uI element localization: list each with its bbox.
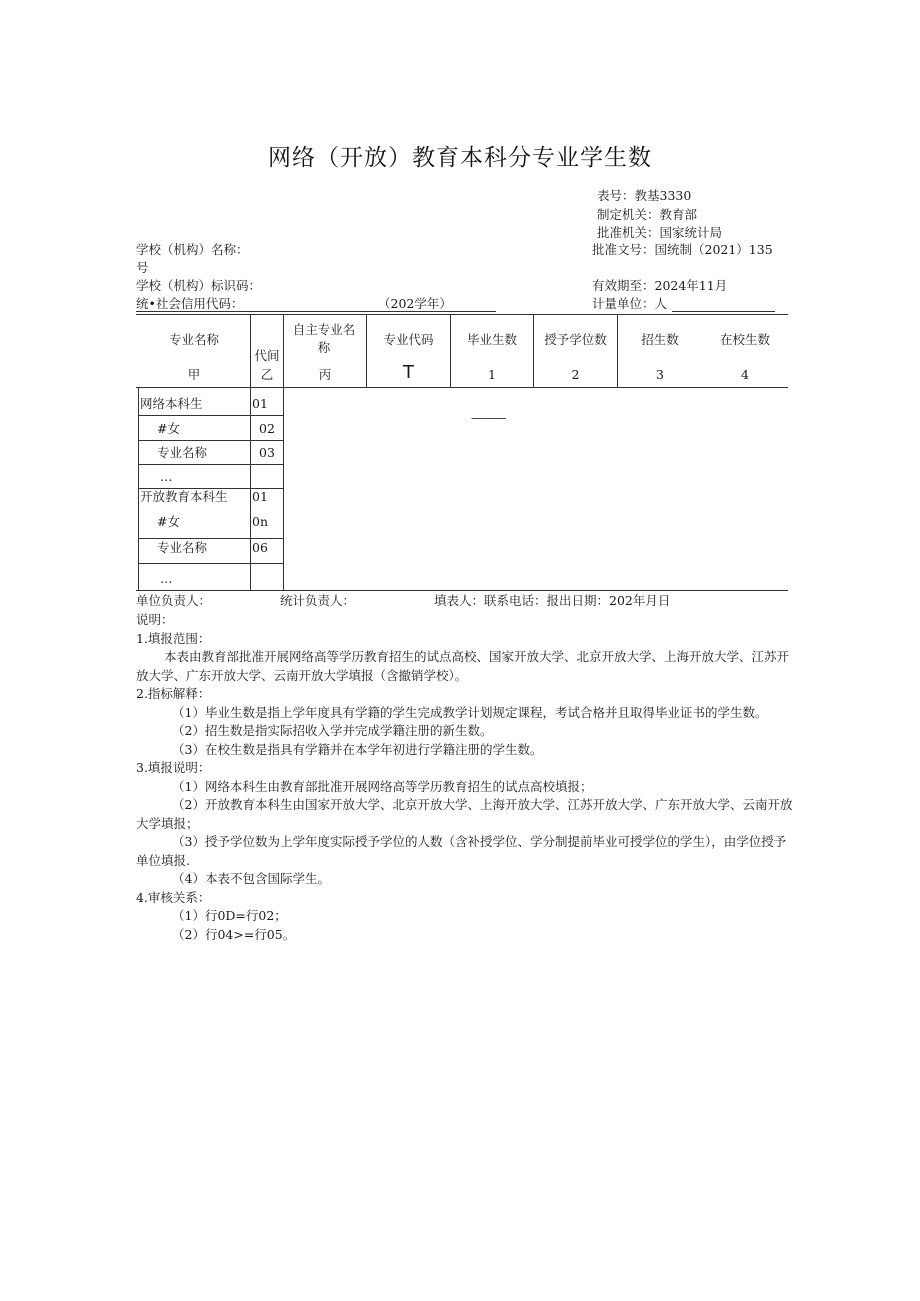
column-divider — [283, 314, 284, 590]
approval-number: 批准文号：国统制（2021）135 — [592, 242, 773, 257]
table-row-code: 06 — [252, 540, 268, 555]
credit-code-underline — [136, 311, 496, 312]
notes-section — [136, 611, 796, 944]
unit-head-label: 单位负责人： — [136, 593, 212, 608]
school-name-label: 学校（机构）名称： — [136, 242, 249, 257]
table-row-code: 01 — [252, 489, 268, 504]
header-custom-major-name: 自主专业名称 — [292, 322, 356, 355]
notes-item: （3）授予学位数为上学年度实际授予学位的人数（含补授学位、学分制提前毕业可授学位的学生），由学位授予单位填报. — [136, 834, 787, 868]
header-major-code: 专业代码 — [383, 332, 434, 347]
table-bottom-border — [136, 590, 788, 591]
notes-heading: 说明： — [136, 612, 174, 627]
table-row-name: #女 — [157, 514, 180, 529]
header-students-enrolled: 在校生数 — [719, 332, 770, 347]
row-divider — [138, 440, 284, 441]
approver: 批准机关：国家统计局 — [597, 225, 723, 240]
header-code-jia: 甲 — [187, 367, 201, 382]
header-code-ding: T — [403, 362, 414, 383]
table-row-ellipsis: … — [160, 469, 173, 484]
header-code-1: 1 — [488, 367, 496, 382]
notes-item: （2）开放教育本科生由国家开放大学、北京开放大学、上海开放大学、江苏开放大学、广东开放大学、云南开放大学填报； — [136, 797, 793, 831]
credit-code-label: 统•社会信用代码： — [136, 296, 244, 311]
header-code-3: 3 — [656, 367, 664, 382]
header-enrollment: 招生数 — [641, 332, 679, 347]
stat-head-label: 统计负责人： — [280, 593, 356, 608]
table-row-code: 01 — [252, 396, 268, 411]
school-id-label: 学校（机构）标识码： — [136, 278, 262, 293]
header-graduates: 毕业生数 — [466, 332, 517, 347]
notes-item: （1）网络本科生由教育部批准开展网络高等学历教育招生的试点高校填报； — [172, 778, 593, 794]
row-divider — [138, 415, 284, 416]
table-row-code: 02 — [259, 421, 275, 436]
filler-info: 填表人：联系电话：报出日期：202年月日 — [434, 593, 671, 608]
notes-item: （2）招生数是指实际招收入学并完成学籍注册的新生数。 — [172, 723, 493, 738]
notes-section-2-title: 2.指标解释： — [136, 686, 211, 701]
table-row-code: 03 — [259, 445, 275, 460]
header-major-name: 专业名称 — [168, 332, 219, 347]
notes-item: （3）在校生数是指具有学籍并在本学年初进行学籍注册的学生数。 — [172, 741, 543, 757]
table-row-name: 专业名称 — [157, 445, 208, 460]
table-top-border — [136, 314, 788, 315]
approval-number-continuation: 号 — [136, 260, 149, 275]
notes-item: （1）行0D=行02； — [172, 908, 287, 923]
unit-underline — [672, 311, 775, 312]
page-title: 网络（开放）教育本科分专业学生数 — [268, 145, 652, 171]
table-row-name: #女 — [157, 421, 180, 436]
notes-section-4-title: 4.审核关系： — [136, 889, 211, 905]
table-row-name: 专业名称 — [157, 540, 208, 555]
left-border — [138, 388, 139, 590]
row-divider — [138, 464, 284, 465]
header-code-2: 2 — [571, 367, 580, 382]
notes-section-1-title: 1.填报范围： — [136, 630, 211, 646]
table-row-code: 0n — [252, 514, 269, 529]
table-row-name: 开放教育本科生 — [140, 489, 228, 504]
header-bottom-border — [136, 387, 788, 388]
notes-item: （4）本表不包含国际学生。 — [172, 871, 330, 886]
table-row-ellipsis: … — [160, 571, 173, 586]
notes-item: （2）行04>=行05。 — [172, 926, 296, 942]
header-code-bing: 丙 — [318, 367, 332, 382]
issuer: 制定机关：教育部 — [597, 207, 698, 222]
row-divider — [138, 538, 284, 539]
notes-item: （1）毕业生数是指上学年度具有学籍的学生完成教学计划规定课程，考试合格并且取得毕业证书的学生数。 — [172, 704, 768, 720]
header-code-4: 4 — [741, 367, 749, 382]
header-code-yi: 乙 — [260, 367, 274, 382]
notes-section-1-text: 本表由教育部批准开展网络高等学历教育招生的试点高校、国家开放大学、北京开放大学、上海开放大学、江苏开放大学、广东开放大学、云南开放大学填报（含撤销学校）。 — [136, 649, 790, 683]
header-degrees-awarded: 授予学位数 — [544, 332, 607, 347]
measurement-unit: 计量单位：人 — [592, 296, 668, 311]
row-divider — [138, 563, 284, 564]
school-year: （202学年） — [378, 296, 452, 311]
form-number: 表号：教基3330 — [597, 188, 692, 203]
table-row-name: 网络本科生 — [140, 396, 203, 411]
empty-data-dash: ——— — [471, 410, 506, 425]
header-row-code: 代间 — [254, 348, 280, 363]
valid-until: 有效期至：2024年11月 — [592, 278, 728, 293]
notes-section-3-title: 3.填报说明： — [136, 760, 211, 775]
